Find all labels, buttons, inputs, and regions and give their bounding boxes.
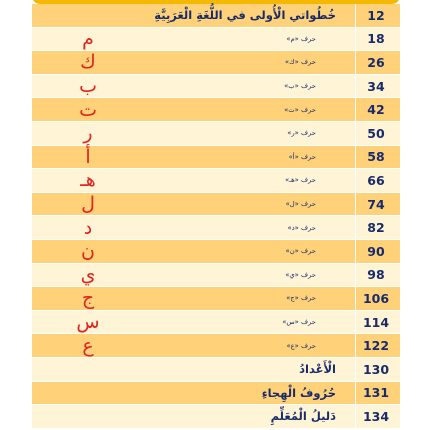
letter-entry-label: حرف «ي»: [285, 270, 316, 279]
page-number: 130: [362, 361, 390, 377]
page-number: 18: [367, 31, 385, 47]
column-divider: [355, 122, 357, 145]
arabic-letter: ن: [81, 240, 95, 263]
page-number: 42: [367, 102, 385, 118]
letter-entry-label: حرف «م»: [286, 34, 316, 43]
toc-row[interactable]: [32, 28, 400, 52]
letter-entry-label: حرف «د»: [287, 223, 316, 232]
toc-row[interactable]: [32, 240, 400, 264]
arabic-letter: ج: [81, 287, 95, 310]
arabic-letter: م: [82, 27, 94, 50]
page-number: 50: [367, 125, 385, 141]
column-divider: [355, 28, 357, 51]
page-number: 131: [362, 385, 390, 401]
column-divider: [355, 75, 357, 98]
column-divider: [355, 382, 357, 405]
page-number: 98: [367, 267, 385, 283]
arabic-letter: ك: [80, 51, 96, 74]
toc-row[interactable]: [32, 264, 400, 288]
column-divider: [355, 146, 357, 169]
letter-entry-label: حرف «ع»: [286, 341, 316, 350]
letter-entry-label: حرف «ت»: [284, 105, 316, 114]
page-number: 90: [367, 243, 385, 259]
column-divider: [355, 405, 357, 428]
arabic-letter: هـ: [80, 169, 96, 192]
arabic-letter: ع: [82, 334, 94, 357]
toc-row[interactable]: [32, 216, 400, 240]
toc-row[interactable]: [32, 311, 400, 335]
page-number: 74: [367, 196, 385, 212]
arabic-letter: ي: [80, 263, 96, 286]
toc-row[interactable]: [32, 193, 400, 217]
toc-row[interactable]: [32, 146, 400, 170]
page-number: 58: [367, 149, 385, 165]
letter-entry-label: حرف «ل»: [285, 200, 316, 209]
column-divider: [355, 98, 357, 121]
column-divider: [355, 51, 357, 74]
letter-entry-label: حرف «هـ»: [284, 176, 316, 185]
letter-entry-label: حرف «ر»: [287, 129, 316, 138]
section-title: الْأَعْدادُ: [299, 362, 336, 377]
arabic-letter: د: [83, 216, 93, 239]
section-title: خُطُواتي الْأُولى في اللُّغَةِ الْعَرَبِيَّةِ: [154, 8, 336, 23]
arabic-letter: ب: [79, 75, 97, 98]
toc-row[interactable]: [32, 75, 400, 99]
section-title: دَليلُ الْمُعَلِّمِ: [270, 409, 336, 424]
toc-row[interactable]: [32, 122, 400, 146]
page-number: 82: [367, 220, 385, 236]
page-number: 12: [367, 7, 385, 23]
toc-row[interactable]: [32, 382, 400, 406]
letter-entry-label: حرف «أ»: [288, 152, 316, 161]
arabic-letter: ت: [79, 98, 97, 121]
toc-row[interactable]: [32, 287, 400, 311]
toc-row[interactable]: [32, 4, 400, 28]
arabic-letter: ل: [81, 193, 95, 216]
section-title: حُرُوفُ الْهِجاءِ: [261, 385, 336, 400]
page-number: 134: [362, 408, 390, 424]
page-number: 66: [367, 172, 385, 188]
table-of-contents: [32, 4, 400, 429]
letter-entry-label: حرف «ج»: [286, 294, 316, 303]
arabic-letter: أ: [85, 145, 91, 168]
column-divider: [355, 311, 357, 334]
letter-entry-label: حرف «ك»: [284, 58, 316, 67]
column-divider: [355, 358, 357, 381]
toc-row[interactable]: [32, 358, 400, 382]
column-divider: [355, 169, 357, 192]
toc-row[interactable]: [32, 334, 400, 358]
column-divider: [355, 193, 357, 216]
column-divider: [355, 4, 357, 27]
column-divider: [355, 264, 357, 287]
page-number: 114: [362, 314, 390, 330]
toc-row[interactable]: [32, 98, 400, 122]
column-divider: [355, 287, 357, 310]
toc-row[interactable]: [32, 169, 400, 193]
arabic-letter: ر: [83, 122, 93, 145]
arabic-letter: س: [76, 311, 100, 334]
toc-row[interactable]: [32, 405, 400, 429]
letter-entry-label: حرف «ب»: [284, 82, 316, 91]
page-number: 106: [362, 290, 390, 306]
page-number: 34: [367, 78, 385, 94]
page-number: 122: [362, 338, 390, 354]
letter-entry-label: حرف «ن»: [285, 247, 316, 256]
column-divider: [355, 334, 357, 357]
letter-entry-label: حرف «س»: [282, 318, 316, 327]
column-divider: [355, 216, 357, 239]
column-divider: [355, 240, 357, 263]
toc-row[interactable]: [32, 51, 400, 75]
page-number: 26: [367, 54, 385, 70]
